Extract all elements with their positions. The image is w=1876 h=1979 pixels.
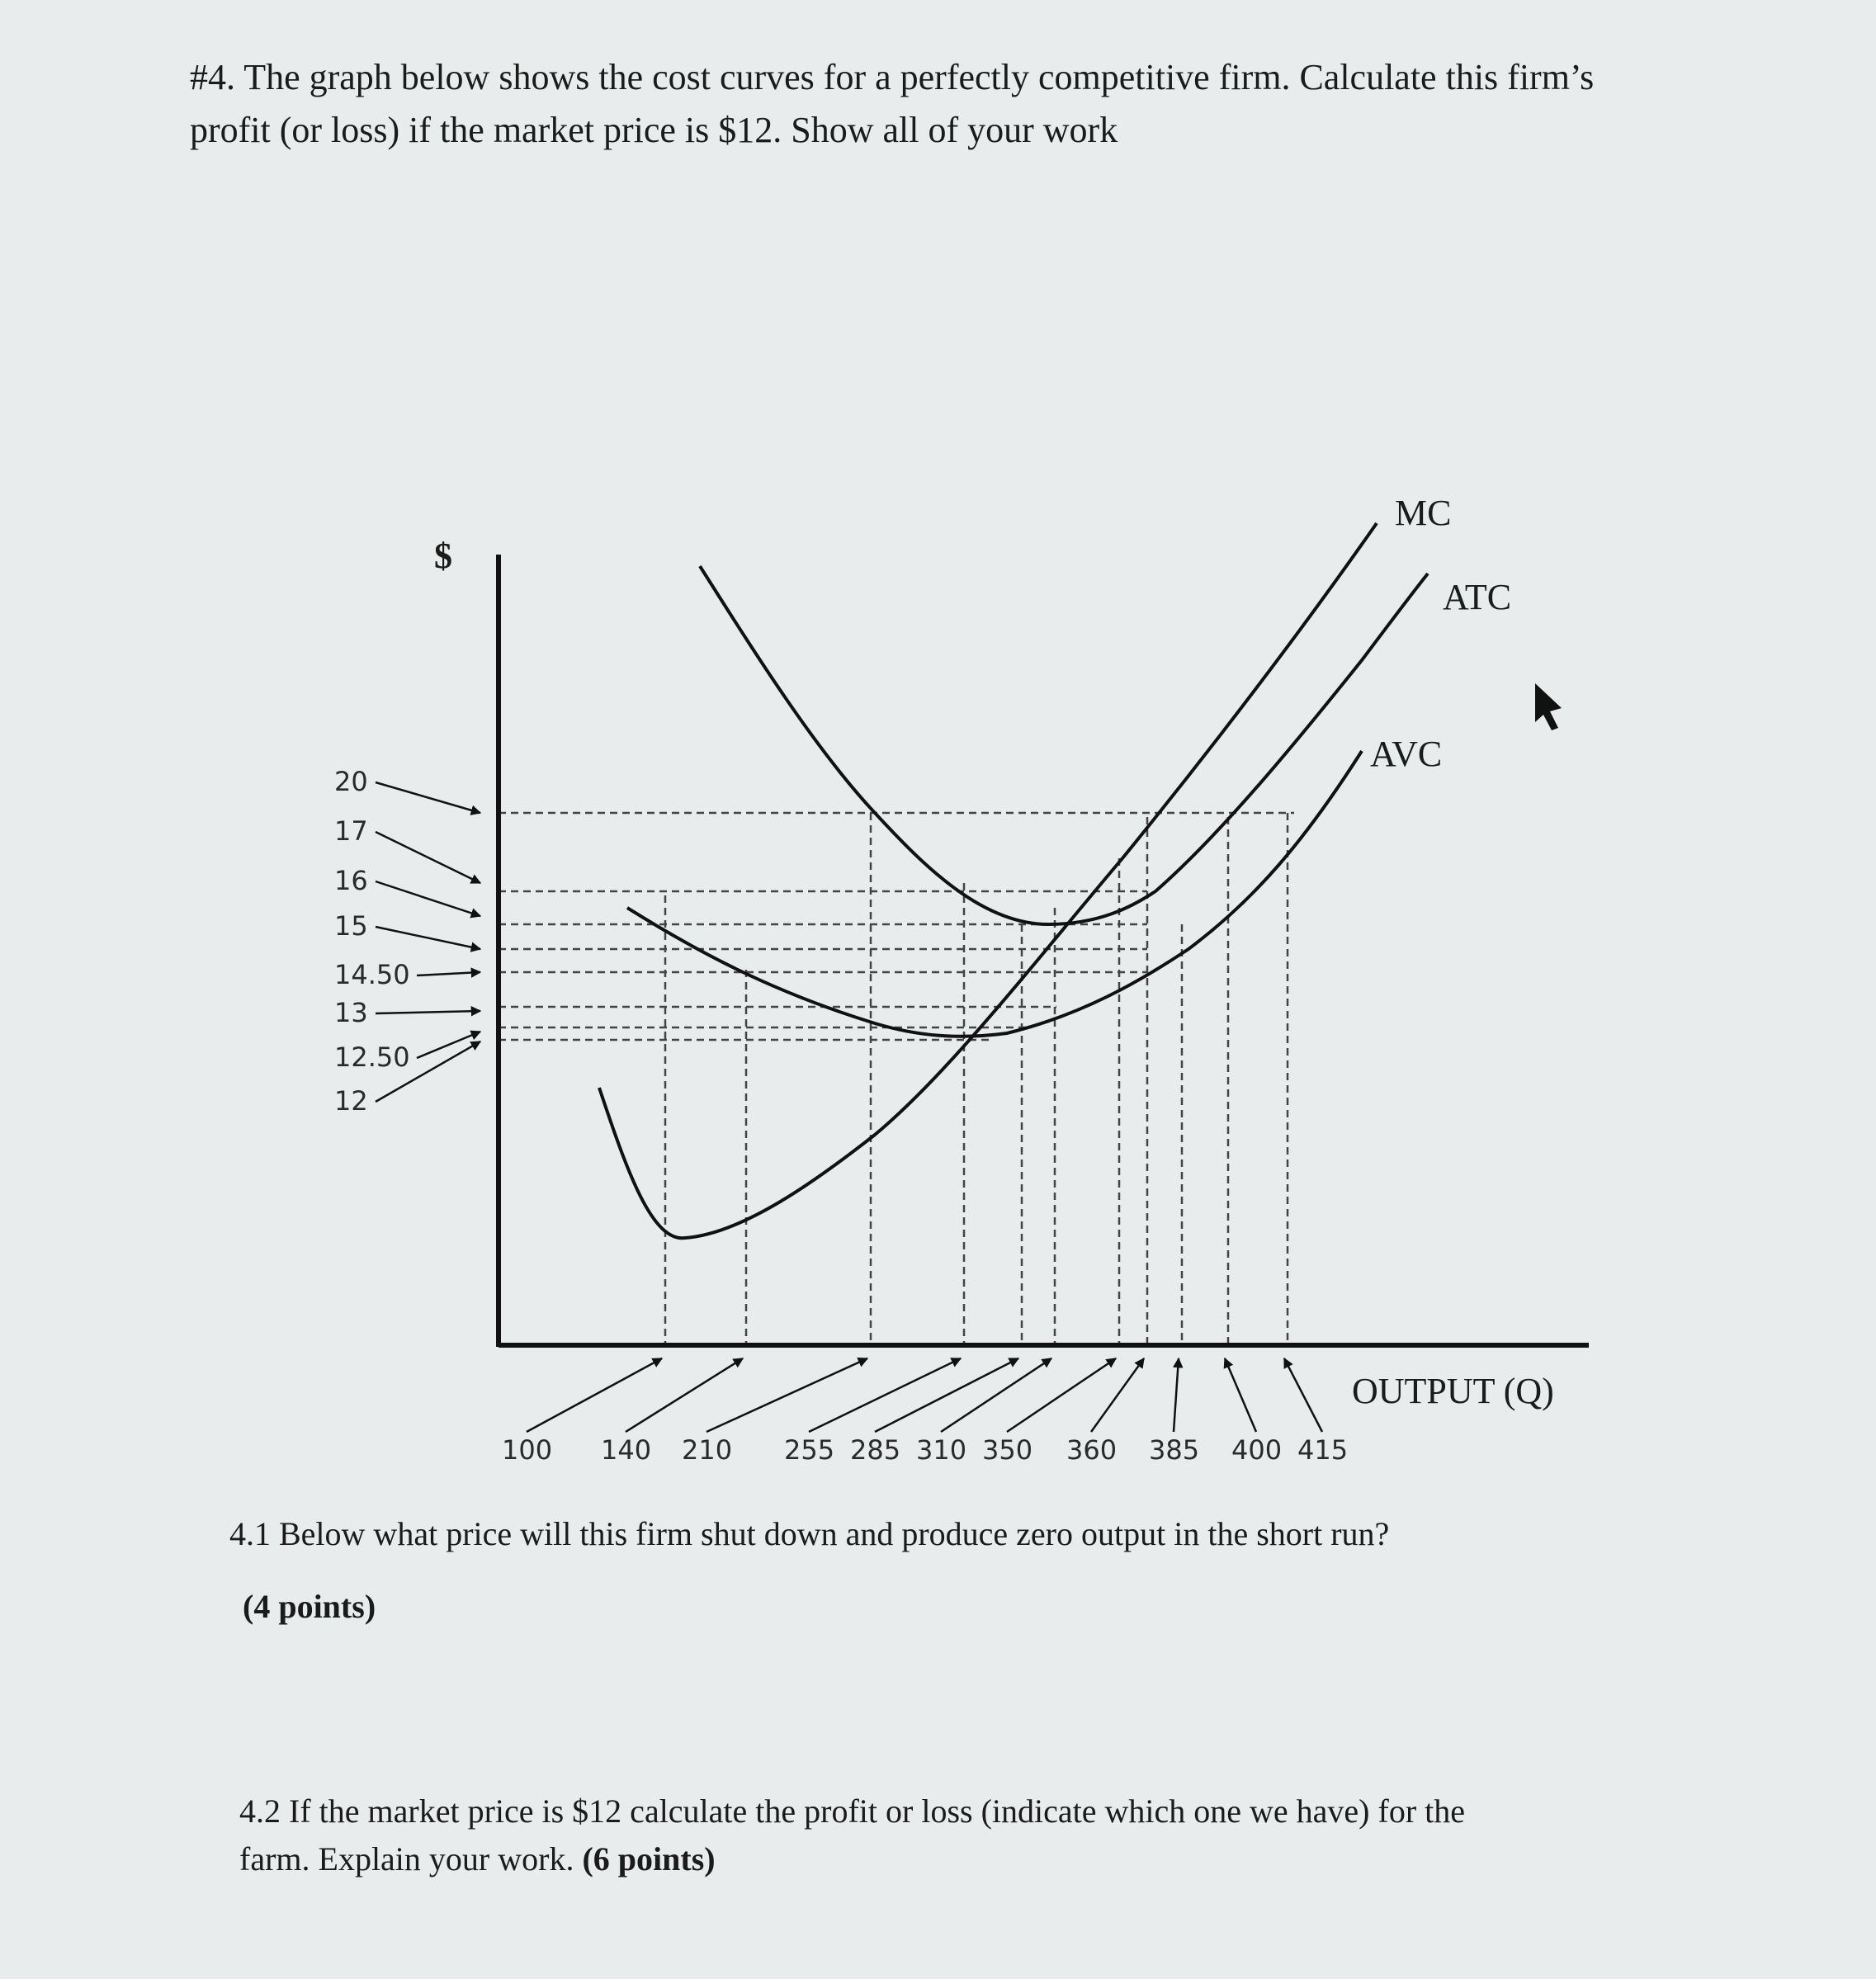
y-tick-label: 20 xyxy=(334,766,368,797)
x-tick-label: 140 xyxy=(601,1434,652,1466)
x-tick-label: 100 xyxy=(502,1434,553,1466)
cursor-icon xyxy=(1535,683,1562,730)
y-axis-label: $ xyxy=(434,536,452,576)
question-4-1-text: 4.1 Below what price will this firm shut down and produce zero output in the short run? xyxy=(229,1515,1390,1552)
x-tick-label: 400 xyxy=(1231,1434,1283,1466)
x-tick-label: 360 xyxy=(1066,1434,1118,1466)
y-tick-label: 16 xyxy=(334,865,368,896)
y-tick-label: 12 xyxy=(334,1085,368,1117)
x-tick-arrow xyxy=(1174,1358,1179,1432)
y-tick-label: 13 xyxy=(334,997,368,1028)
guide-lines xyxy=(499,813,1294,1344)
x-tick-label: 415 xyxy=(1297,1434,1349,1466)
x-tick-label: 255 xyxy=(784,1434,835,1466)
y-tick-arrow xyxy=(376,1011,480,1013)
question-4-2-points: (6 points) xyxy=(582,1840,716,1877)
y-tick-label: 14.50 xyxy=(334,959,410,990)
x-tick-label: 210 xyxy=(682,1434,733,1466)
atc-curve xyxy=(700,566,1428,924)
question-4-2 xyxy=(239,1788,1465,1883)
x-tick-arrow xyxy=(706,1358,867,1432)
curve-label-mc: MC xyxy=(1395,493,1452,533)
x-axis-label: OUTPUT (Q) xyxy=(1352,1371,1554,1411)
tick-labels xyxy=(334,766,1348,1466)
question-title-line1: #4. The graph below shows the cost curves for a perfectly competitive firm. Calculate this firm’s xyxy=(190,57,1595,97)
question-4-1-points: (4 points) xyxy=(243,1588,376,1625)
curve-label-avc: AVC xyxy=(1370,734,1443,774)
question-4-2-text: 4.2 If the market price is $12 calculate the profit or loss (indicate which one we have) for the xyxy=(239,1792,1465,1830)
y-tick-label: 12.50 xyxy=(334,1041,410,1073)
curve-label-atc: ATC xyxy=(1443,577,1512,617)
x-tick-label: 310 xyxy=(916,1434,967,1466)
x-tick-label: 285 xyxy=(850,1434,901,1466)
question-title-line2: profit (or loss) if the market price is $12. Show all of your work xyxy=(190,110,1118,150)
x-tick-label: 350 xyxy=(982,1434,1033,1466)
y-tick-arrow xyxy=(376,832,480,883)
question-4-1 xyxy=(229,1510,1389,1558)
y-tick-arrow xyxy=(376,782,480,813)
y-tick-arrow xyxy=(417,972,480,975)
question-4-2-text-2: farm. Explain your work. xyxy=(239,1840,574,1877)
y-tick-label: 17 xyxy=(334,815,368,847)
curves xyxy=(599,523,1428,1238)
mc-curve xyxy=(599,523,1377,1238)
x-tick-arrow xyxy=(1225,1358,1256,1432)
y-tick-arrow xyxy=(417,1032,480,1058)
y-tick-label: 15 xyxy=(334,910,368,942)
tick-arrows xyxy=(376,782,1322,1432)
x-tick-arrow xyxy=(1284,1358,1322,1432)
y-tick-arrow xyxy=(376,881,480,916)
y-tick-arrow xyxy=(376,927,480,949)
x-tick-arrow xyxy=(809,1358,961,1432)
x-tick-label: 385 xyxy=(1149,1434,1200,1466)
